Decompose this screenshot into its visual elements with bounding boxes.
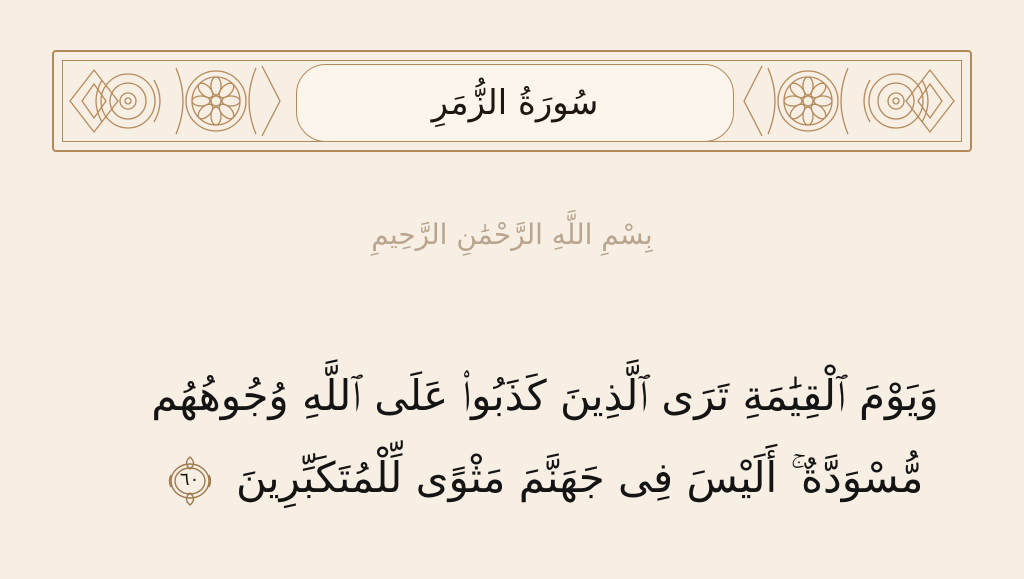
- surah-title-cartouche: [296, 64, 734, 142]
- verse-block: [110, 355, 980, 519]
- rosette-ornament-icon: [66, 62, 286, 140]
- ayah-end-marker: [167, 455, 213, 507]
- ayah-number: ٦٠: [179, 468, 200, 490]
- verse-text: وَيَوْمَ ٱلْقِيَٰمَةِ تَرَى ٱلَّذِينَ كَذَبُوا۟ عَلَى ٱللَّهِ وُجُوهُهُم مُّسْوَدَّةٌ ۚ أَلَيْسَ فِى جَهَنَّمَ مَثْوًى لِّلْمُتَكَبِّرِينَ: [151, 371, 939, 502]
- surah-title: سُورَةُ الزُّمَرِ: [431, 83, 599, 123]
- basmala: بِسْمِ اللَّهِ الرَّحْمَٰنِ الرَّحِيمِ: [371, 218, 653, 251]
- rosette-ornament-icon: [738, 62, 958, 140]
- surah-header-banner: [52, 50, 972, 152]
